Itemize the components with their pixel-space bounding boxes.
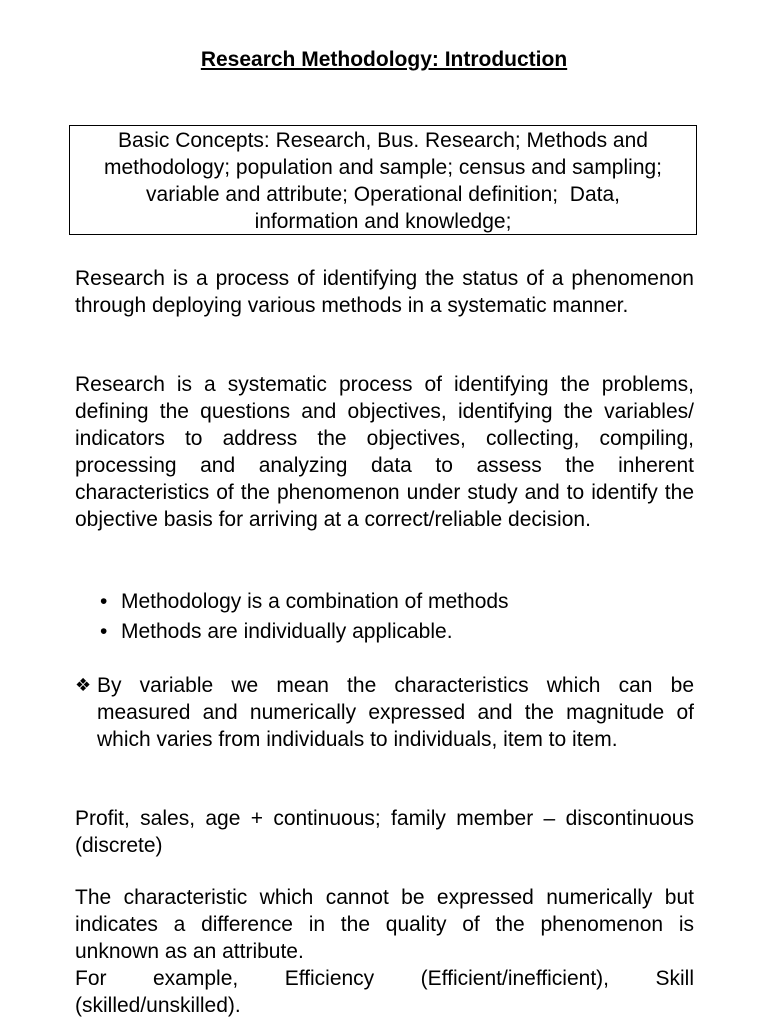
basic-concepts-box (69, 125, 697, 235)
page-title: Research Methodology: Introduction (200, 48, 568, 71)
bullet-text: Methods are individually applicable. (121, 620, 453, 643)
bullet-icon: • (100, 620, 108, 643)
attribute-definition-paragraph: The characteristic which cannot be expressed numerically but indicates a difference in the quality of the phenomenon is unknown as an attribute. (75, 886, 694, 963)
research-process-paragraph: Research is a systematic process of identifying the problems, defining the questions and objectives, identifying the variables/ indicators to address the objectives, collecting, compiling, processing and analyzing data to assess the inherent characteristics of the phenomenon under study and to identify the objective basis for arriving at a correct/reliable decision. (75, 373, 694, 531)
research-definition-paragraph: Research is a process of identifying the status of a phenomenon through deploying various methods in a systematic manner. (75, 267, 694, 317)
list-item (75, 617, 694, 647)
diamond-bullet-icon: ❖ (75, 675, 92, 695)
bullet-text: Methodology is a combination of methods (121, 590, 509, 613)
concepts-line: methodology; population and sample; census and sampling; (103, 156, 663, 179)
attribute-example-paragraph: For example, Efficiency (Efficient/inefficient), Skill (skilled/unskilled). (75, 967, 694, 1017)
bullet-icon: • (100, 590, 108, 613)
concepts-line: information and knowledge; (254, 210, 512, 233)
concepts-line: variable and attribute; Operational definition; Data, (146, 183, 620, 206)
variable-definition-block (75, 672, 694, 753)
variable-definition-text: By variable we mean the characteristics which can be measured and numerically expressed and the magnitude of which varies from individuals to individuals, item to item. (97, 674, 694, 751)
list-item (75, 587, 694, 617)
concepts-line: Basic Concepts: Research, Bus. Research; Methods and (118, 129, 648, 152)
methods-bullet-list (75, 587, 694, 647)
variable-examples-paragraph: Profit, sales, age + continuous; family member – discontinuous (discrete) (75, 807, 694, 857)
